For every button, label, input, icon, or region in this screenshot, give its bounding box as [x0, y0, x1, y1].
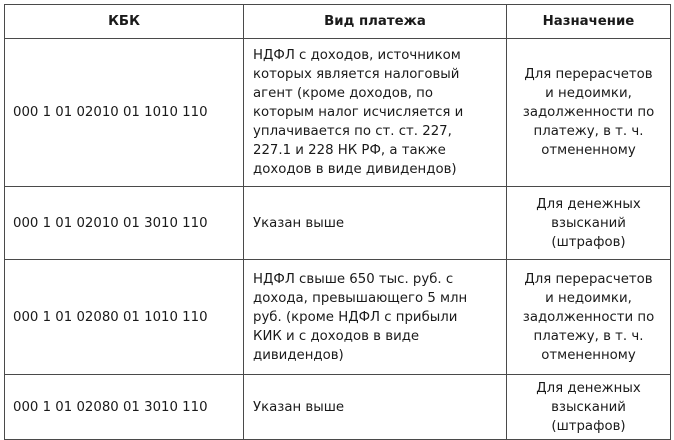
payment-type-cell: [244, 187, 507, 260]
payment-type-line: НДФЛ с доходов, источником: [253, 48, 461, 63]
purpose-line: Для перерасчетов: [524, 271, 653, 287]
purpose-cell: [507, 39, 671, 187]
purpose-cell: [507, 187, 671, 260]
table-row: [5, 260, 671, 375]
payment-type-line: КИК и с доходов в виде: [253, 328, 420, 344]
payment-type-line: Указан выше: [253, 399, 345, 415]
purpose-line: взысканий: [551, 215, 626, 231]
column-header-kbk: КБК: [5, 5, 244, 39]
purpose-line: платежу, в т. ч.: [533, 124, 644, 139]
kbk-code-cell: 000 1 01 02080 01 1010 110: [5, 260, 244, 375]
purpose-line: Для перерасчетов: [524, 67, 653, 82]
payment-type-line: 227.1 и 228 НК РФ, а также: [253, 143, 446, 158]
payment-type-line: дивидендов): [253, 347, 344, 363]
table-row: [5, 375, 671, 440]
table-row: [5, 39, 671, 187]
payment-type-line: агент (кроме доходов, по: [253, 86, 433, 101]
purpose-line: (штрафов): [551, 418, 626, 434]
column-header-payment-type: Вид платежа: [244, 5, 507, 39]
purpose-line: отмененному: [541, 347, 636, 363]
purpose-line: Для денежных: [536, 196, 641, 212]
payment-type-cell: [244, 39, 507, 187]
purpose-line: взысканий: [551, 399, 626, 415]
payment-type-line: которых является налоговый: [253, 67, 460, 82]
payment-type-cell: [244, 375, 507, 440]
payment-type-line: уплачивается по ст. ст. 227,: [253, 124, 452, 139]
purpose-cell: [507, 375, 671, 440]
kbk-code-cell: 000 1 01 02010 01 1010 110: [5, 39, 244, 187]
purpose-line: платежу, в т. ч.: [533, 328, 644, 344]
table-header-row: [5, 5, 671, 39]
payment-type-line: руб. (кроме НДФЛ с прибыли: [253, 309, 458, 325]
purpose-cell: [507, 260, 671, 375]
payment-type-line: Указан выше: [253, 215, 345, 231]
payment-type-line: доходов в виде дивидендов): [253, 162, 457, 177]
kbk-table: [4, 4, 671, 440]
table-row: [5, 187, 671, 260]
payment-type-line: НДФЛ свыше 650 тыс. руб. с: [253, 271, 454, 287]
purpose-line: отмененному: [541, 143, 636, 158]
payment-type-cell: [244, 260, 507, 375]
purpose-line: (штрафов): [551, 234, 626, 250]
payment-type-line: дохода, превышающего 5 млн: [253, 290, 468, 306]
purpose-line: задолженности по: [522, 105, 655, 120]
purpose-line: и недоимки,: [545, 86, 632, 101]
column-header-purpose: Назначение: [507, 5, 671, 39]
kbk-code-cell: 000 1 01 02080 01 3010 110: [5, 375, 244, 440]
kbk-code-cell: 000 1 01 02010 01 3010 110: [5, 187, 244, 260]
purpose-line: задолженности по: [522, 309, 655, 325]
purpose-line: и недоимки,: [545, 290, 632, 306]
payment-type-line: которым налог исчисляется и: [253, 105, 464, 120]
purpose-line: Для денежных: [536, 380, 641, 396]
